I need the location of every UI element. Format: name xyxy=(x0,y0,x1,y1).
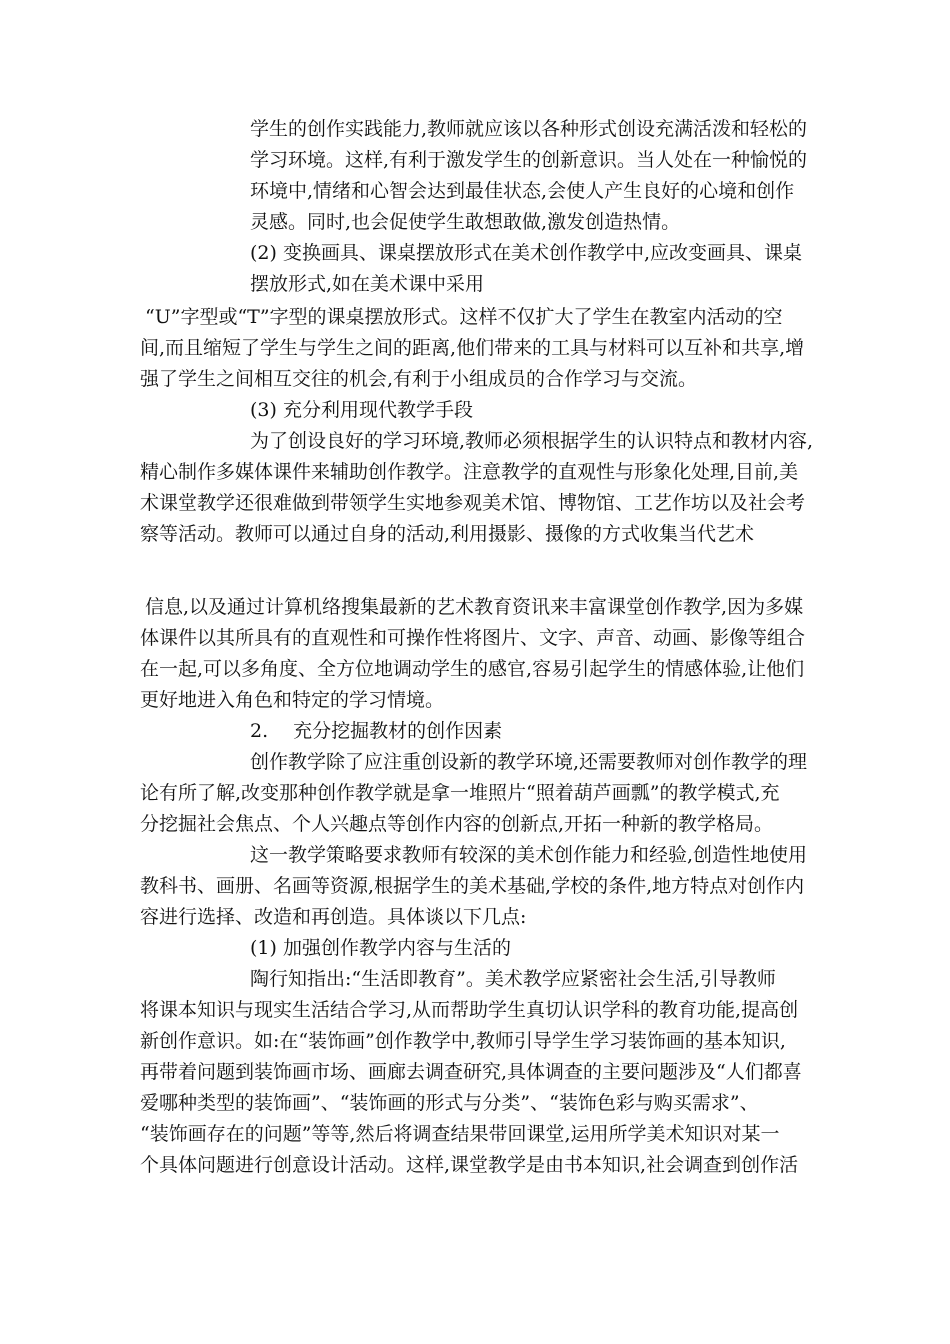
text-line: 更好地进入角色和特定的学习情境。 xyxy=(140,689,445,711)
text-line: (3) 充分利用现代教学手段 xyxy=(250,399,473,421)
text-line: 摆放形式,如在美术课中采用 xyxy=(250,273,485,295)
text-line: 将课本知识与现实生活结合学习,从而帮助学生真切认识学科的教育功能,提高创 xyxy=(140,999,799,1021)
text-line: 论有所了解,改变那种创作教学就是拿一堆照片“照着葫芦画瓢”的教学模式,充 xyxy=(140,782,780,804)
text-line: 在一起,可以多角度、全方位地调动学生的感官,容易引起学生的情感体验,让他们 xyxy=(140,658,805,680)
text-line: 环境中,情绪和心智会达到最佳状态,会使人产生良好的心境和创作 xyxy=(250,180,795,202)
text-line: 这一教学策略要求教师有较深的美术创作能力和经验,创造性地使用 xyxy=(250,844,808,866)
text-line: 容进行选择、改造和再创造。具体谈以下几点: xyxy=(140,906,527,928)
text-line: 为了创设良好的学习环境,教师必须根据学生的认识特点和教材内容, xyxy=(250,430,814,452)
text-line: (2) 变换画具、课桌摆放形式在美术创作教学中,应改变画具、课桌 xyxy=(250,242,802,264)
text-line: 精心制作多媒体课件来辅助创作教学。注意教学的直观性与形象化处理,目前,美 xyxy=(140,461,799,483)
section-heading: 2. 充分挖掘教材的创作因素 xyxy=(250,720,503,742)
text-line: 信息,以及通过计算机络搜集最新的艺术教育资讯来丰富课堂创作教学,因为多媒 xyxy=(145,596,804,618)
text-line: 分挖掘社会焦点、个人兴趣点等创作内容的创新点,开拓一种新的教学格局。 xyxy=(140,813,774,835)
text-line: 间,而且缩短了学生与学生之间的距离,他们带来的工具与材料可以互补和共享,增 xyxy=(140,337,805,359)
text-line: 体课件以其所具有的直观性和可操作性将图片、文字、声音、动画、影像等组合 xyxy=(140,627,806,649)
text-line: “U”字型或“T”字型的课桌摆放形式。这样不仅扩大了学生在教室内活动的空 xyxy=(145,306,783,328)
text-line: 爱哪种类型的装饰画”、“装饰画的形式与分类”、“装饰色彩与购买需求”、 xyxy=(140,1092,759,1114)
text-line: 教科书、画册、名画等资源,根据学生的美术基础,学校的条件,地方特点对创作内 xyxy=(140,875,805,897)
text-line: 术课堂教学还很难做到带领学生实地参观美术馆、博物馆、工艺作坊以及社会考 xyxy=(140,492,806,514)
text-line: “装饰画存在的问题”等等,然后将调查结果带回课堂,运用所学美术知识对某一 xyxy=(140,1123,780,1145)
text-line: 创作教学除了应注重创设新的教学环境,还需要教师对创作教学的理 xyxy=(250,751,808,773)
text-line: 学生的创作实践能力,教师就应该以各种形式创设充满活泼和轻松的 xyxy=(250,118,808,140)
text-line: 新创作意识。如:在“装饰画”创作教学中,教师引导学生学习装饰画的基本知识, xyxy=(140,1030,786,1052)
text-line: 个具体问题进行创意设计活动。这样,课堂教学是由书本知识,社会调查到创作活 xyxy=(140,1154,799,1176)
text-line: 学习环境。这样,有利于激发学生的创新意识。当人处在一种愉悦的 xyxy=(250,149,808,171)
text-line: 再带着问题到装饰画市场、画廊去调查研究,具体调查的主要问题涉及“人们都喜 xyxy=(140,1061,802,1083)
text-line: 强了学生之间相互交往的机会,有利于小组成员的合作学习与交流。 xyxy=(140,368,698,390)
text-line: (1) 加强创作教学内容与生活的 xyxy=(250,937,511,959)
text-line: 察等活动。教师可以通过自身的活动,利用摄影、摄像的方式收集当代艺术 xyxy=(140,523,755,545)
text-line: 陶行知指出:“生活即教育”。美术教学应紧密社会生活,引导教师 xyxy=(250,968,776,990)
text-line: 灵感。同时,也会促使学生敢想敢做,激发创造热情。 xyxy=(250,211,681,233)
